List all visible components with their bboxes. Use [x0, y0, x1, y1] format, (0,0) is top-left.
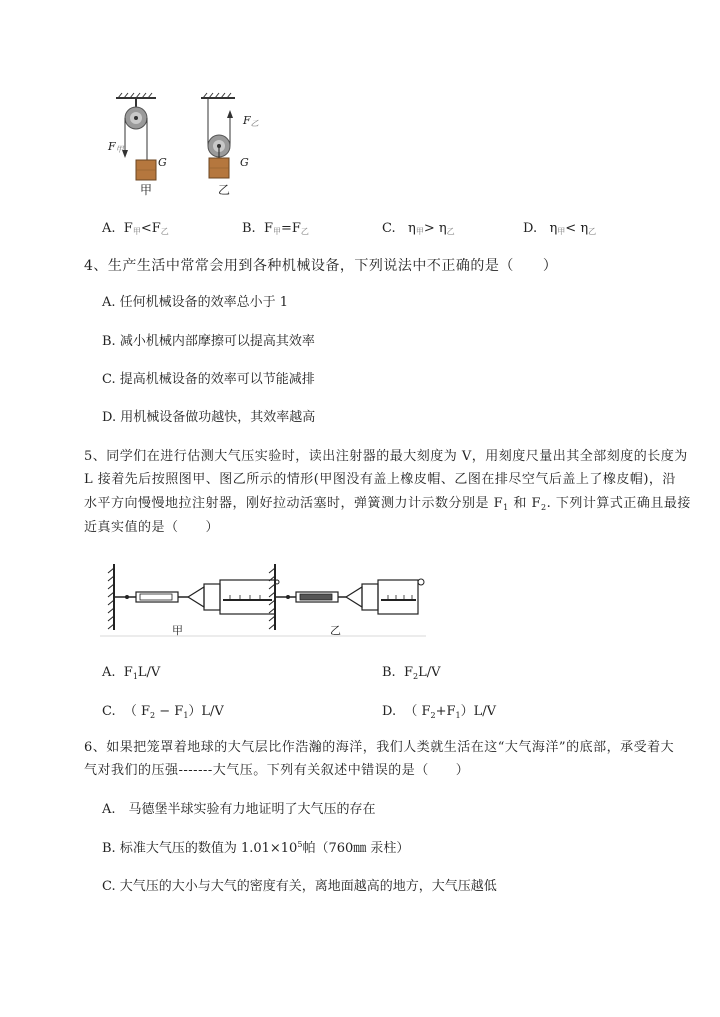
q3-option-c: C. η甲> η乙 [382, 221, 455, 236]
q5-option-a: A. $F_1L/V$ [102, 665, 161, 681]
force-label-yi: F乙 [243, 114, 259, 128]
caption-jia: 甲 [140, 183, 153, 197]
weight-label-left: G [158, 156, 167, 169]
q6-option-b: B. 标准大气压的数值为 $1.01\times 10^5$帕（760㎜ 汞柱） [102, 840, 410, 856]
q5-stem-line-2: L 接着先后按照图甲、图乙所示的情形(甲图没有盖上橡皮帽、乙图在排尽空气后盖上了橡皮帽)，沿 [84, 472, 676, 487]
syringe-caption-yi: 乙 [330, 624, 341, 637]
q5-option-c: C. （ $F_2 - F_1)L/V$ [102, 704, 224, 720]
q6-option-a: A. 马德堡半球实验有力地证明了大气压的存在 [102, 802, 376, 817]
syringe-caption-jia: 甲 [172, 624, 183, 637]
q6-stem-line-1: 6、如果把笼罩着地球的大气层比作浩瀚的海洋，我们人类就生活在这“大气海洋”的底部，承受着大 [84, 740, 675, 755]
caption-yi: 乙 [218, 183, 231, 197]
q5-stem-line-3: 水平方向慢慢地拉注射器，刚好拉动活塞时，弹簧测力计示数分别是 $F_1$ 和 $F_2$. 下列计算式正确且最接 [84, 496, 691, 512]
q5-stem-line-1: 5、同学们在进行估测大气压实验时，读出注射器的最大刻度为 V，用刻度尺量出其全部刻度的长度为 [84, 449, 688, 464]
q3-option-d: D. η甲< η乙 [523, 221, 597, 236]
q4-option-a: A. 任何机械设备的效率总小于 1 [102, 295, 289, 310]
syringe-experiment-diagram [100, 558, 426, 638]
q4-option-c: C. 提高机械设备的效率可以节能减排 [102, 372, 315, 387]
q3-option-b: B. F甲=F乙 [242, 221, 309, 236]
force-label-jia: F甲 [108, 140, 124, 154]
q3-option-a: A. F甲<F乙 [102, 221, 169, 236]
q5-stem-line-4: 近真实值的是（ ） [84, 520, 220, 535]
q5-option-b: B. $F_2L/V$ [382, 665, 441, 681]
q6-option-c: C. 大气压的大小与大气的密度有关，离地面越高的地方，大气压越低 [102, 879, 497, 894]
weight-label-right: G [240, 156, 249, 169]
q4-option-d: D. 用机械设备做功越快，其效率越高 [102, 410, 316, 425]
q6-stem-line-2: 气对我们的压强-------大气压。下列有关叙述中错误的是（ ） [84, 763, 470, 778]
q5-option-d: D. （ $F_2+F_1)L/V$ [382, 704, 497, 720]
q4-stem: 4、生产生活中常常会用到各种机械设备，下列说法中不正确的是（ ） [84, 258, 558, 274]
syringe-figure [100, 558, 426, 638]
q4-option-b: B. 减小机械内部摩擦可以提高其效率 [102, 334, 315, 349]
